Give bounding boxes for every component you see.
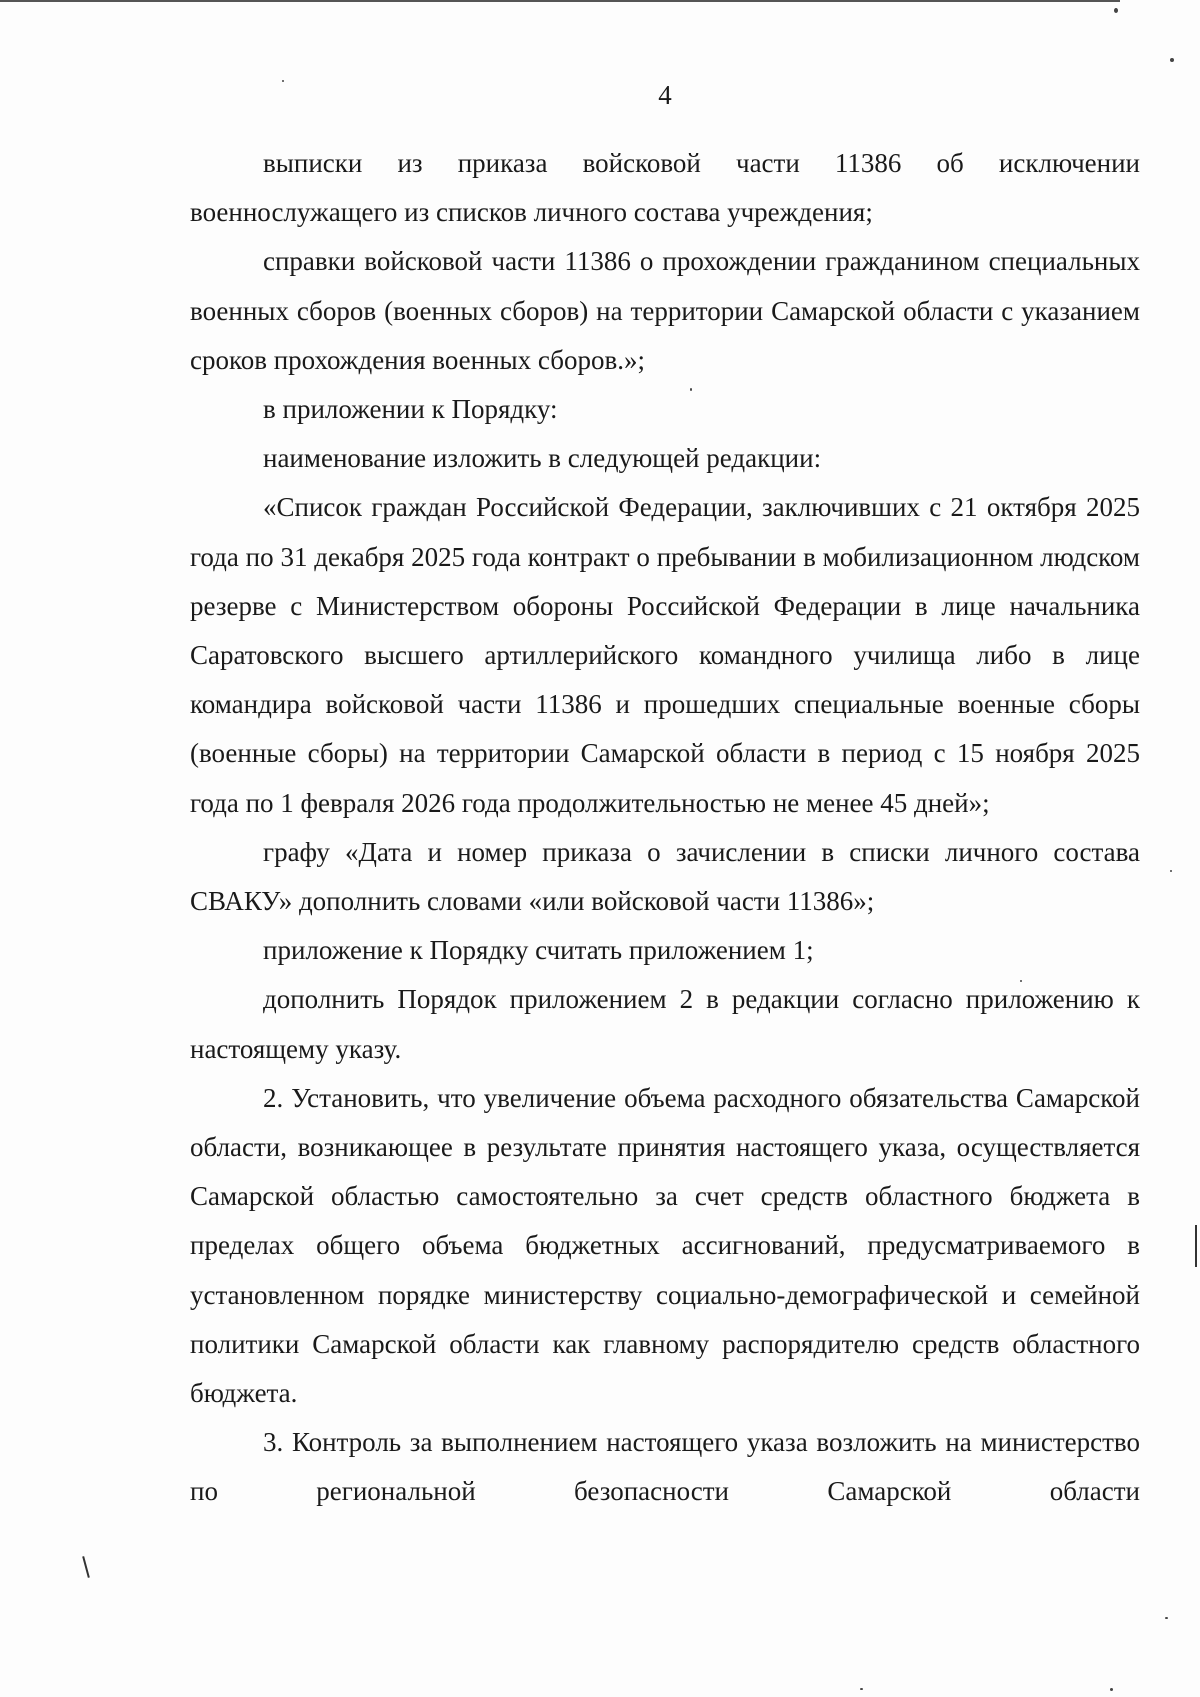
scan-edge-mark	[1195, 1225, 1197, 1267]
page-number: 4	[658, 80, 672, 110]
scan-speck	[1165, 1617, 1168, 1619]
paragraph-appendix-two: дополнить Порядок приложением 2 в редакции согласно приложению к настоящему указу.	[190, 984, 1140, 1064]
top-edge-line	[0, 0, 1120, 2]
paragraph-title-change: наименование изложить в следующей редакции:	[263, 443, 822, 474]
clause-3: 3. Контроль за выполнением настоящего указа возложить на министерство по региональной безопасности Самарской области	[190, 1427, 1140, 1507]
scan-speck	[1170, 870, 1172, 872]
scan-speck	[1114, 8, 1118, 13]
scan-edge-mark	[82, 1556, 90, 1578]
paragraph-appendix-one: приложение к Порядку считать приложением 1;	[263, 935, 814, 966]
scan-speck	[1170, 58, 1174, 62]
paragraph-appendix-intro: в приложении к Порядку:	[263, 394, 558, 425]
scan-speck	[1020, 980, 1022, 982]
paragraph-column-addition: графу «Дата и номер приказа о зачислении в списки личного состава СВАКУ» дополнить словами «или войсковой части 11386»;	[190, 836, 1140, 917]
scan-speck	[860, 1688, 863, 1690]
scan-speck	[690, 388, 692, 391]
paragraph-extract-order: выписки из приказа войсковой части 11386 об исключении военнослужащего из списков личного состава учреждения;	[190, 148, 1140, 228]
clause-2: 2. Установить, что увеличение объема расходного обязательства Самарской области, возникающее в результате принятия настоящего указа, осуществляется Самарской областью самостоятельно за счет средств областного бюджета в пределах общего объема бюджетных ассигнований, предусматриваемого в установленном порядке министерству социально-демографической и семейной политики Самарской области как главному распорядителю средств областного бюджета.	[190, 1082, 1140, 1409]
paragraph-certificate: справки войсковой части 11386 о прохождении гражданином специальных военных сборов (военных сборов) на территории Самарской области с указанием сроков прохождения военных сборов.»;	[190, 246, 1140, 375]
document-body	[190, 139, 1140, 1517]
paragraph-list-title: «Список граждан Российской Федерации, заключивших с 21 октября 2025 года по 31 декабря 2025 года контракт о пребывании в мобилизационном людском резерве с Министерством обороны Российской Федерации в лице начальника Саратовского высшего артиллерийского командного училища либо в лице командира войсковой части 11386 и прошедших специальные военные сборы (военные сборы) на территории Самарской области в период с 15 ноября 2025 года по 1 февраля 2026 года продолжительностью не менее 45 дней»;	[190, 492, 1140, 818]
scan-speck	[282, 80, 284, 82]
scan-speck	[1110, 1688, 1113, 1691]
